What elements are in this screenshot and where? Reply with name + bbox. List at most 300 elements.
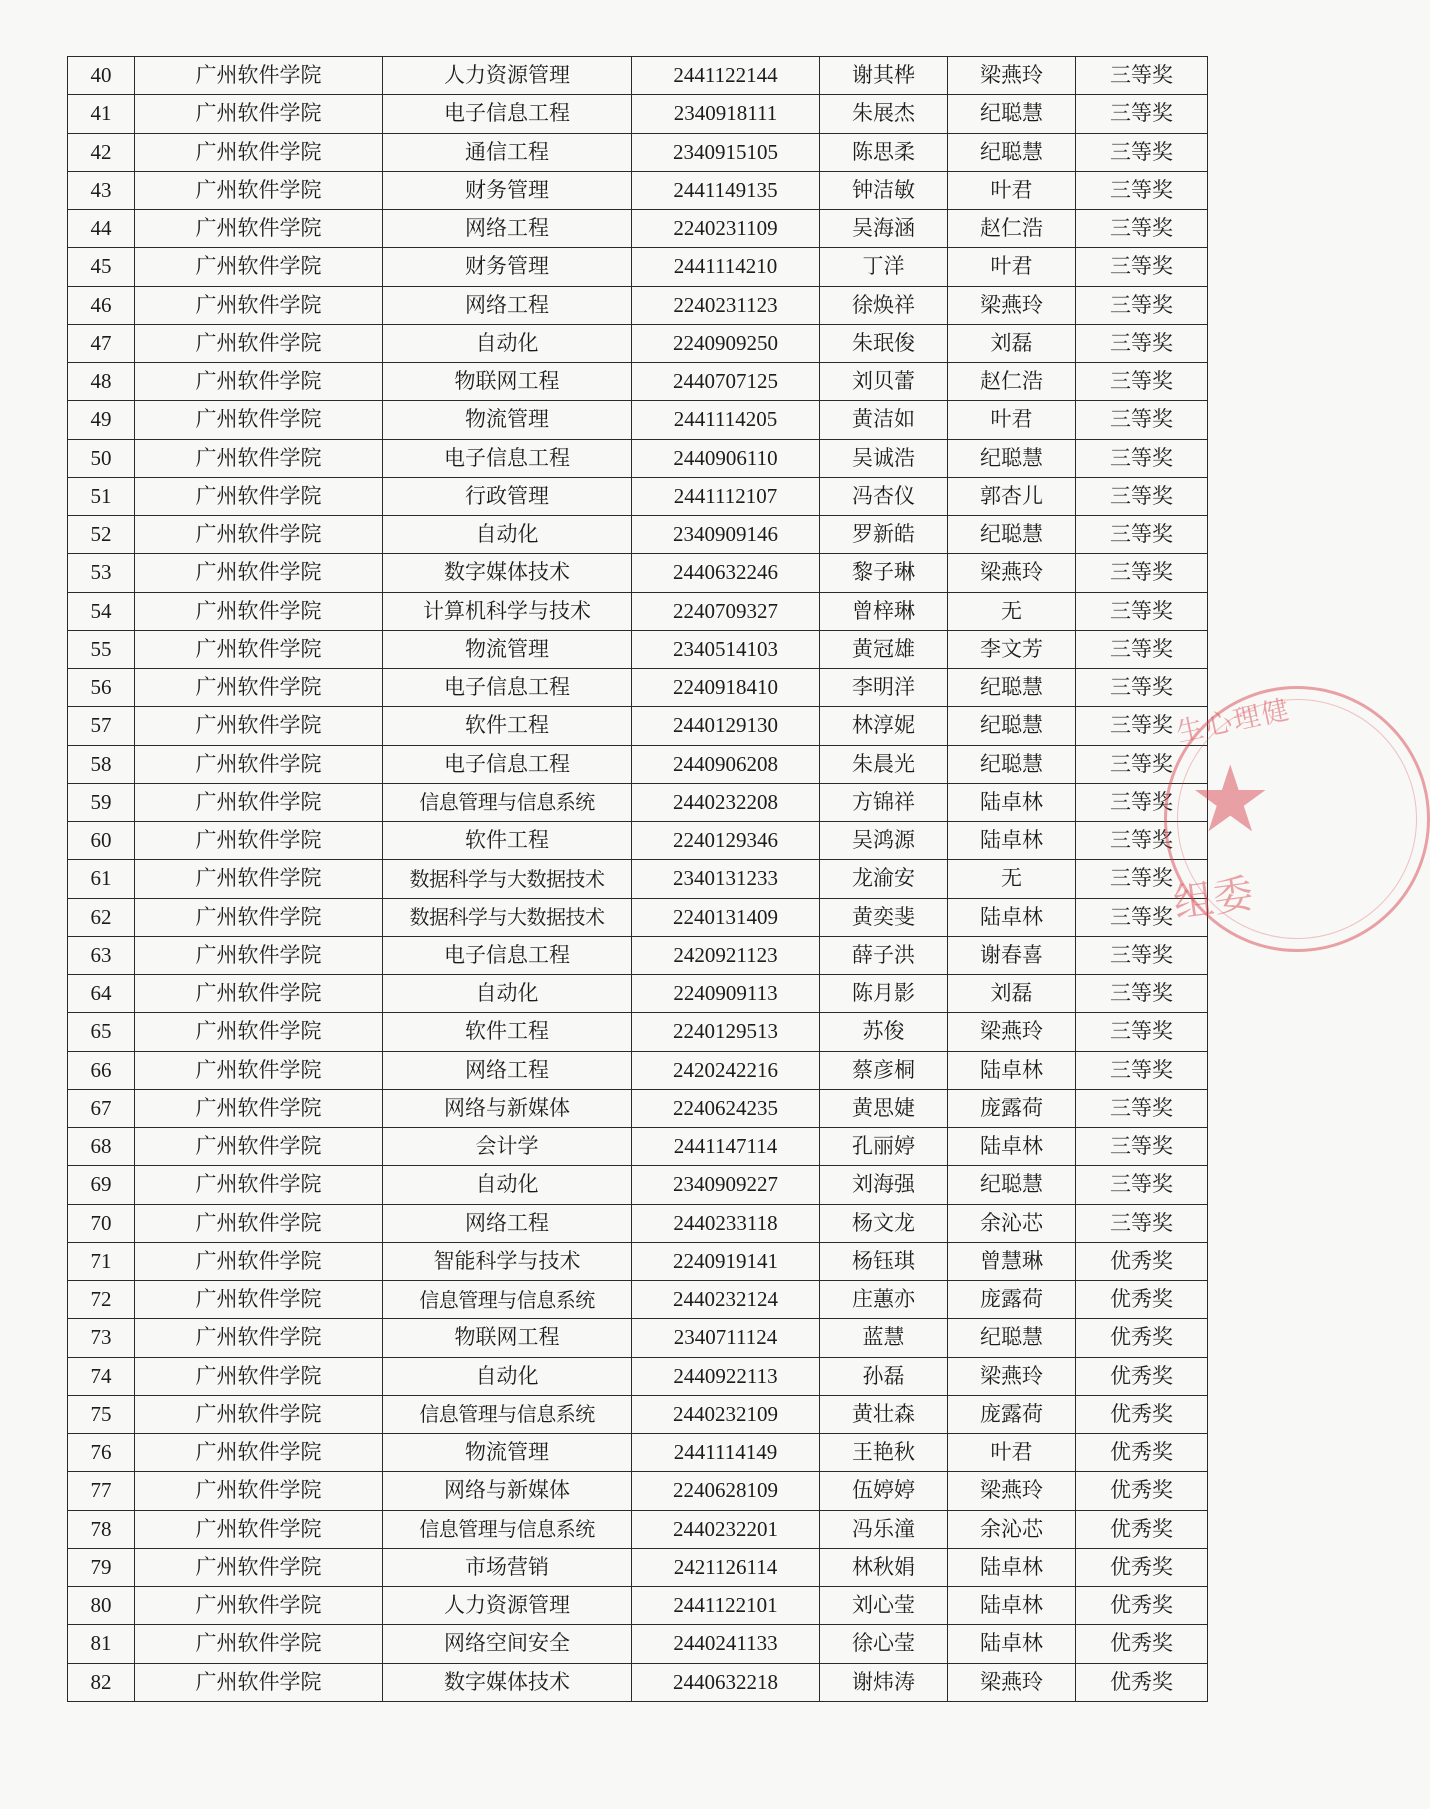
- award-cell: 三等奖: [1076, 363, 1208, 401]
- major-cell: 电子信息工程: [383, 745, 632, 783]
- student-name-cell: 刘心莹: [820, 1587, 948, 1625]
- school-cell: 广州软件学院: [135, 898, 383, 936]
- student-name-cell: 徐心莹: [820, 1625, 948, 1663]
- school-cell: 广州软件学院: [135, 1204, 383, 1242]
- school-cell: 广州软件学院: [135, 1625, 383, 1663]
- major-cell: 电子信息工程: [383, 669, 632, 707]
- advisor-cell: 庞露荷: [948, 1395, 1076, 1433]
- row-number-cell: 66: [68, 1051, 135, 1089]
- advisor-cell: 纪聪慧: [948, 516, 1076, 554]
- award-roster-table: [67, 56, 1208, 1702]
- student-name-cell: 陈思柔: [820, 133, 948, 171]
- student-id-cell: 2340909146: [632, 516, 820, 554]
- major-cell: 网络工程: [383, 210, 632, 248]
- table-row: [68, 936, 1208, 974]
- major-cell: 市场营销: [383, 1548, 632, 1586]
- advisor-cell: 纪聪慧: [948, 707, 1076, 745]
- advisor-cell: 余沁芯: [948, 1204, 1076, 1242]
- advisor-cell: 纪聪慧: [948, 745, 1076, 783]
- major-cell: 网络工程: [383, 1051, 632, 1089]
- row-number-cell: 43: [68, 171, 135, 209]
- advisor-cell: 梁燕玲: [948, 1013, 1076, 1051]
- student-name-cell: 朱展杰: [820, 95, 948, 133]
- advisor-cell: 刘磊: [948, 324, 1076, 362]
- award-cell: 三等奖: [1076, 783, 1208, 821]
- school-cell: 广州软件学院: [135, 171, 383, 209]
- row-number-cell: 42: [68, 133, 135, 171]
- student-id-cell: 2440232109: [632, 1395, 820, 1433]
- row-number-cell: 48: [68, 363, 135, 401]
- school-cell: 广州软件学院: [135, 783, 383, 821]
- advisor-cell: 陆卓林: [948, 1128, 1076, 1166]
- seal-inner-ring: [1177, 699, 1417, 939]
- table-row: [68, 1472, 1208, 1510]
- advisor-cell: 叶君: [948, 1434, 1076, 1472]
- award-cell: 三等奖: [1076, 975, 1208, 1013]
- table-row: [68, 669, 1208, 707]
- row-number-cell: 54: [68, 592, 135, 630]
- school-cell: 广州软件学院: [135, 1166, 383, 1204]
- school-cell: 广州软件学院: [135, 1663, 383, 1701]
- advisor-cell: 纪聪慧: [948, 439, 1076, 477]
- school-cell: 广州软件学院: [135, 554, 383, 592]
- table-row: [68, 592, 1208, 630]
- student-id-cell: 2240909250: [632, 324, 820, 362]
- student-id-cell: 2440232124: [632, 1281, 820, 1319]
- student-name-cell: 陈月影: [820, 975, 948, 1013]
- student-id-cell: 2440241133: [632, 1625, 820, 1663]
- student-name-cell: 蓝慧: [820, 1319, 948, 1357]
- row-number-cell: 74: [68, 1357, 135, 1395]
- student-name-cell: 谢炜涛: [820, 1663, 948, 1701]
- table-row: [68, 1357, 1208, 1395]
- student-id-cell: 2440129130: [632, 707, 820, 745]
- advisor-cell: 无: [948, 860, 1076, 898]
- award-cell: 三等奖: [1076, 822, 1208, 860]
- student-name-cell: 庄蕙亦: [820, 1281, 948, 1319]
- major-cell: 自动化: [383, 1357, 632, 1395]
- advisor-cell: 谢春喜: [948, 936, 1076, 974]
- student-id-cell: 2240624235: [632, 1089, 820, 1127]
- award-cell: 优秀奖: [1076, 1434, 1208, 1472]
- major-cell: 计算机科学与技术: [383, 592, 632, 630]
- row-number-cell: 81: [68, 1625, 135, 1663]
- school-cell: 广州软件学院: [135, 1587, 383, 1625]
- school-cell: 广州软件学院: [135, 936, 383, 974]
- row-number-cell: 53: [68, 554, 135, 592]
- school-cell: 广州软件学院: [135, 401, 383, 439]
- row-number-cell: 67: [68, 1089, 135, 1127]
- row-number-cell: 57: [68, 707, 135, 745]
- school-cell: 广州软件学院: [135, 95, 383, 133]
- award-cell: 三等奖: [1076, 1089, 1208, 1127]
- table-row: [68, 1013, 1208, 1051]
- award-cell: 三等奖: [1076, 1204, 1208, 1242]
- advisor-cell: 梁燕玲: [948, 1472, 1076, 1510]
- table-row: [68, 1395, 1208, 1433]
- student-id-cell: 2440906110: [632, 439, 820, 477]
- advisor-cell: 纪聪慧: [948, 133, 1076, 171]
- student-id-cell: 2440906208: [632, 745, 820, 783]
- student-id-cell: 2440922113: [632, 1357, 820, 1395]
- major-cell: 自动化: [383, 975, 632, 1013]
- award-cell: 三等奖: [1076, 171, 1208, 209]
- advisor-cell: 陆卓林: [948, 1051, 1076, 1089]
- row-number-cell: 80: [68, 1587, 135, 1625]
- student-name-cell: 徐焕祥: [820, 286, 948, 324]
- table-row: [68, 171, 1208, 209]
- major-cell: 财务管理: [383, 248, 632, 286]
- major-cell: 物流管理: [383, 1434, 632, 1472]
- major-cell: 人力资源管理: [383, 57, 632, 95]
- advisor-cell: 纪聪慧: [948, 1166, 1076, 1204]
- school-cell: 广州软件学院: [135, 1013, 383, 1051]
- student-id-cell: 2441114205: [632, 401, 820, 439]
- advisor-cell: 陆卓林: [948, 898, 1076, 936]
- award-cell: 优秀奖: [1076, 1281, 1208, 1319]
- student-id-cell: 2340711124: [632, 1319, 820, 1357]
- student-id-cell: 2240231123: [632, 286, 820, 324]
- advisor-cell: 叶君: [948, 401, 1076, 439]
- school-cell: 广州软件学院: [135, 1281, 383, 1319]
- school-cell: 广州软件学院: [135, 1434, 383, 1472]
- advisor-cell: 余沁芯: [948, 1510, 1076, 1548]
- student-id-cell: 2421126114: [632, 1548, 820, 1586]
- major-cell: 物联网工程: [383, 1319, 632, 1357]
- student-id-cell: 2441122101: [632, 1587, 820, 1625]
- award-cell: 三等奖: [1076, 1166, 1208, 1204]
- row-number-cell: 69: [68, 1166, 135, 1204]
- student-id-cell: 2240919141: [632, 1242, 820, 1280]
- major-cell: 行政管理: [383, 477, 632, 515]
- award-cell: 三等奖: [1076, 707, 1208, 745]
- advisor-cell: 无: [948, 592, 1076, 630]
- student-name-cell: 伍婷婷: [820, 1472, 948, 1510]
- award-cell: 三等奖: [1076, 210, 1208, 248]
- row-number-cell: 59: [68, 783, 135, 821]
- award-cell: 三等奖: [1076, 516, 1208, 554]
- table-row: [68, 1319, 1208, 1357]
- school-cell: 广州软件学院: [135, 1051, 383, 1089]
- table-row: [68, 363, 1208, 401]
- advisor-cell: 陆卓林: [948, 1625, 1076, 1663]
- advisor-cell: 梁燕玲: [948, 1357, 1076, 1395]
- student-name-cell: 孙磊: [820, 1357, 948, 1395]
- advisor-cell: 梁燕玲: [948, 554, 1076, 592]
- major-cell: 信息管理与信息系统: [383, 1510, 632, 1548]
- row-number-cell: 52: [68, 516, 135, 554]
- major-cell: 网络与新媒体: [383, 1089, 632, 1127]
- row-number-cell: 49: [68, 401, 135, 439]
- award-cell: 三等奖: [1076, 477, 1208, 515]
- advisor-cell: 陆卓林: [948, 822, 1076, 860]
- student-id-cell: 2340909227: [632, 1166, 820, 1204]
- major-cell: 软件工程: [383, 1013, 632, 1051]
- table-row: [68, 1625, 1208, 1663]
- student-id-cell: 2240231109: [632, 210, 820, 248]
- award-cell: 优秀奖: [1076, 1242, 1208, 1280]
- major-cell: 网络与新媒体: [383, 1472, 632, 1510]
- table-row: [68, 1510, 1208, 1548]
- award-cell: 三等奖: [1076, 324, 1208, 362]
- row-number-cell: 55: [68, 630, 135, 668]
- school-cell: 广州软件学院: [135, 630, 383, 668]
- major-cell: 自动化: [383, 516, 632, 554]
- table-row: [68, 707, 1208, 745]
- advisor-cell: 梁燕玲: [948, 57, 1076, 95]
- row-number-cell: 79: [68, 1548, 135, 1586]
- student-id-cell: 2440707125: [632, 363, 820, 401]
- table-row: [68, 1548, 1208, 1586]
- advisor-cell: 郭杏儿: [948, 477, 1076, 515]
- school-cell: 广州软件学院: [135, 669, 383, 707]
- advisor-cell: 梁燕玲: [948, 1663, 1076, 1701]
- advisor-cell: 赵仁浩: [948, 363, 1076, 401]
- row-number-cell: 63: [68, 936, 135, 974]
- school-cell: 广州软件学院: [135, 286, 383, 324]
- school-cell: 广州软件学院: [135, 477, 383, 515]
- school-cell: 广州软件学院: [135, 822, 383, 860]
- school-cell: 广州软件学院: [135, 975, 383, 1013]
- major-cell: 物联网工程: [383, 363, 632, 401]
- row-number-cell: 72: [68, 1281, 135, 1319]
- student-name-cell: 刘海强: [820, 1166, 948, 1204]
- table-row: [68, 898, 1208, 936]
- advisor-cell: 陆卓林: [948, 783, 1076, 821]
- school-cell: 广州软件学院: [135, 1510, 383, 1548]
- table-row: [68, 210, 1208, 248]
- student-name-cell: 罗新皓: [820, 516, 948, 554]
- student-id-cell: 2440232208: [632, 783, 820, 821]
- table-row: [68, 1663, 1208, 1701]
- major-cell: 财务管理: [383, 171, 632, 209]
- award-cell: 优秀奖: [1076, 1625, 1208, 1663]
- table-row: [68, 248, 1208, 286]
- student-name-cell: 冯杏仪: [820, 477, 948, 515]
- school-cell: 广州软件学院: [135, 516, 383, 554]
- row-number-cell: 41: [68, 95, 135, 133]
- table-row: [68, 1051, 1208, 1089]
- major-cell: 数字媒体技术: [383, 1663, 632, 1701]
- row-number-cell: 78: [68, 1510, 135, 1548]
- major-cell: 信息管理与信息系统: [383, 783, 632, 821]
- student-name-cell: 朱珉俊: [820, 324, 948, 362]
- row-number-cell: 46: [68, 286, 135, 324]
- student-id-cell: 2441112107: [632, 477, 820, 515]
- table-row: [68, 975, 1208, 1013]
- student-name-cell: 杨钰琪: [820, 1242, 948, 1280]
- award-cell: 三等奖: [1076, 898, 1208, 936]
- student-name-cell: 蔡彦桐: [820, 1051, 948, 1089]
- student-name-cell: 黄奕斐: [820, 898, 948, 936]
- table-row: [68, 477, 1208, 515]
- advisor-cell: 李文芳: [948, 630, 1076, 668]
- row-number-cell: 61: [68, 860, 135, 898]
- row-number-cell: 70: [68, 1204, 135, 1242]
- student-id-cell: 2441122144: [632, 57, 820, 95]
- row-number-cell: 40: [68, 57, 135, 95]
- student-id-cell: 2441114210: [632, 248, 820, 286]
- row-number-cell: 82: [68, 1663, 135, 1701]
- table-row: [68, 1089, 1208, 1127]
- row-number-cell: 51: [68, 477, 135, 515]
- advisor-cell: 赵仁浩: [948, 210, 1076, 248]
- school-cell: 广州软件学院: [135, 1548, 383, 1586]
- award-cell: 三等奖: [1076, 401, 1208, 439]
- row-number-cell: 71: [68, 1242, 135, 1280]
- row-number-cell: 68: [68, 1128, 135, 1166]
- school-cell: 广州软件学院: [135, 57, 383, 95]
- table-row: [68, 860, 1208, 898]
- advisor-cell: 叶君: [948, 171, 1076, 209]
- table-row: [68, 324, 1208, 362]
- award-cell: 三等奖: [1076, 95, 1208, 133]
- student-name-cell: 黄思婕: [820, 1089, 948, 1127]
- student-name-cell: 孔丽婷: [820, 1128, 948, 1166]
- table-row: [68, 1166, 1208, 1204]
- student-id-cell: 2440632246: [632, 554, 820, 592]
- table-row: [68, 286, 1208, 324]
- award-cell: 三等奖: [1076, 1128, 1208, 1166]
- school-cell: 广州软件学院: [135, 1089, 383, 1127]
- major-cell: 智能科学与技术: [383, 1242, 632, 1280]
- student-id-cell: 2240129346: [632, 822, 820, 860]
- student-name-cell: 王艳秋: [820, 1434, 948, 1472]
- student-id-cell: 2340514103: [632, 630, 820, 668]
- row-number-cell: 64: [68, 975, 135, 1013]
- row-number-cell: 45: [68, 248, 135, 286]
- seal-bottom-text: 组委: [1170, 870, 1257, 928]
- school-cell: 广州软件学院: [135, 1128, 383, 1166]
- row-number-cell: 47: [68, 324, 135, 362]
- major-cell: 物流管理: [383, 630, 632, 668]
- major-cell: 电子信息工程: [383, 95, 632, 133]
- school-cell: 广州软件学院: [135, 860, 383, 898]
- school-cell: 广州软件学院: [135, 1242, 383, 1280]
- award-cell: 优秀奖: [1076, 1319, 1208, 1357]
- major-cell: 网络空间安全: [383, 1625, 632, 1663]
- award-cell: 三等奖: [1076, 745, 1208, 783]
- row-number-cell: 77: [68, 1472, 135, 1510]
- school-cell: 广州软件学院: [135, 592, 383, 630]
- student-name-cell: 钟洁敏: [820, 171, 948, 209]
- table-row: [68, 95, 1208, 133]
- row-number-cell: 76: [68, 1434, 135, 1472]
- student-name-cell: 黎子琳: [820, 554, 948, 592]
- major-cell: 软件工程: [383, 707, 632, 745]
- major-cell: 网络工程: [383, 1204, 632, 1242]
- major-cell: 信息管理与信息系统: [383, 1395, 632, 1433]
- major-cell: 自动化: [383, 324, 632, 362]
- major-cell: 信息管理与信息系统: [383, 1281, 632, 1319]
- school-cell: 广州软件学院: [135, 1395, 383, 1433]
- award-cell: 优秀奖: [1076, 1548, 1208, 1586]
- student-name-cell: 吴海涵: [820, 210, 948, 248]
- award-cell: 三等奖: [1076, 439, 1208, 477]
- advisor-cell: 陆卓林: [948, 1548, 1076, 1586]
- school-cell: 广州软件学院: [135, 133, 383, 171]
- student-id-cell: 2440233118: [632, 1204, 820, 1242]
- school-cell: 广州软件学院: [135, 745, 383, 783]
- student-name-cell: 丁洋: [820, 248, 948, 286]
- table-row: [68, 554, 1208, 592]
- student-name-cell: 方锦祥: [820, 783, 948, 821]
- student-name-cell: 黄冠雄: [820, 630, 948, 668]
- award-cell: 三等奖: [1076, 630, 1208, 668]
- major-cell: 软件工程: [383, 822, 632, 860]
- school-cell: 广州软件学院: [135, 363, 383, 401]
- student-name-cell: 谢其桦: [820, 57, 948, 95]
- row-number-cell: 65: [68, 1013, 135, 1051]
- student-id-cell: 2240909113: [632, 975, 820, 1013]
- award-cell: 优秀奖: [1076, 1395, 1208, 1433]
- school-cell: 广州软件学院: [135, 1319, 383, 1357]
- row-number-cell: 75: [68, 1395, 135, 1433]
- row-number-cell: 44: [68, 210, 135, 248]
- award-cell: 优秀奖: [1076, 1587, 1208, 1625]
- seal-top-text: 生心理健: [1173, 694, 1294, 749]
- student-name-cell: 曾梓琳: [820, 592, 948, 630]
- table-row: [68, 783, 1208, 821]
- student-id-cell: 2420242216: [632, 1051, 820, 1089]
- row-number-cell: 50: [68, 439, 135, 477]
- school-cell: 广州软件学院: [135, 248, 383, 286]
- student-id-cell: 2240131409: [632, 898, 820, 936]
- student-id-cell: 2240129513: [632, 1013, 820, 1051]
- award-cell: 三等奖: [1076, 554, 1208, 592]
- student-name-cell: 黄洁如: [820, 401, 948, 439]
- award-cell: 三等奖: [1076, 133, 1208, 171]
- table-row: [68, 133, 1208, 171]
- advisor-cell: 曾慧琳: [948, 1242, 1076, 1280]
- student-name-cell: 刘贝蕾: [820, 363, 948, 401]
- award-cell: 三等奖: [1076, 592, 1208, 630]
- award-cell: 优秀奖: [1076, 1357, 1208, 1395]
- student-name-cell: 冯乐潼: [820, 1510, 948, 1548]
- table-row: [68, 439, 1208, 477]
- row-number-cell: 58: [68, 745, 135, 783]
- student-name-cell: 林秋娟: [820, 1548, 948, 1586]
- major-cell: 电子信息工程: [383, 439, 632, 477]
- advisor-cell: 陆卓林: [948, 1587, 1076, 1625]
- student-id-cell: 2340131233: [632, 860, 820, 898]
- advisor-cell: 庞露荷: [948, 1281, 1076, 1319]
- major-cell: 数字媒体技术: [383, 554, 632, 592]
- student-id-cell: 2240709327: [632, 592, 820, 630]
- school-cell: 广州软件学院: [135, 1357, 383, 1395]
- row-number-cell: 62: [68, 898, 135, 936]
- award-cell: 三等奖: [1076, 860, 1208, 898]
- award-cell: 三等奖: [1076, 57, 1208, 95]
- table-row: [68, 57, 1208, 95]
- student-id-cell: 2441114149: [632, 1434, 820, 1472]
- advisor-cell: 庞露荷: [948, 1089, 1076, 1127]
- row-number-cell: 60: [68, 822, 135, 860]
- table-row: [68, 401, 1208, 439]
- student-id-cell: 2240628109: [632, 1472, 820, 1510]
- major-cell: 物流管理: [383, 401, 632, 439]
- student-id-cell: 2240918410: [632, 669, 820, 707]
- table-row: [68, 1587, 1208, 1625]
- table-row: [68, 745, 1208, 783]
- award-cell: 三等奖: [1076, 248, 1208, 286]
- student-id-cell: 2420921123: [632, 936, 820, 974]
- student-name-cell: 龙渝安: [820, 860, 948, 898]
- major-cell: 电子信息工程: [383, 936, 632, 974]
- award-cell: 优秀奖: [1076, 1510, 1208, 1548]
- student-id-cell: 2441147114: [632, 1128, 820, 1166]
- table-row: [68, 822, 1208, 860]
